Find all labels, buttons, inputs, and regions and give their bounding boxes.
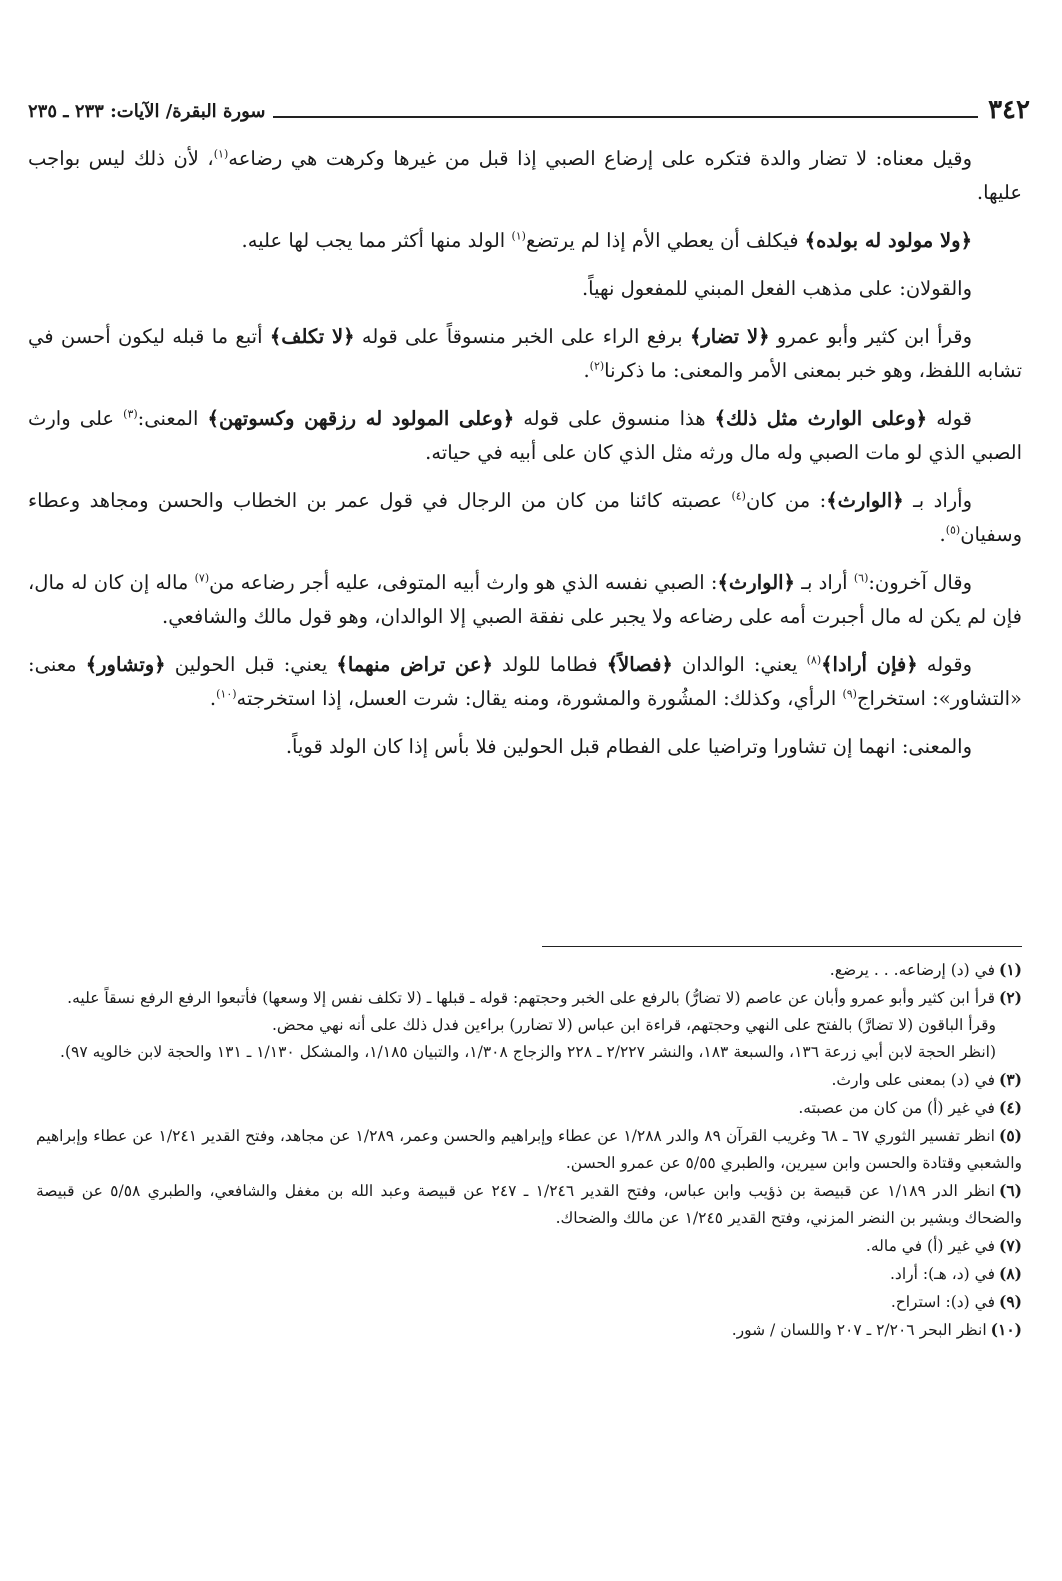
running-head: سورة البقرة/ الآيات: ٢٣٣ ـ ٢٣٥ (28, 101, 266, 122)
paragraph: وقوله ﴿فإن أرادا﴾$^{(٨)}$ يعني: الوالدان ﴿فصالاً﴾ فطاما للولد ﴿عن تراض منهما﴾ يعني: قبل الحولين ﴿وتشاور﴾ معنى: «التشاور»: استخراج$^{(٩)}$ الرأي، وكذلك: المشُورة والمشورة، ومنه يقال: شرت العسل، إذا استخرجته$^{(١٠)}$. (28, 653, 1022, 710)
paragraph: والقولان: على مذهب الفعل المبني للمفعول نهياً. (581, 277, 972, 300)
quran-quote: ﴿ولا مولود له بولده﴾ (804, 229, 972, 252)
footnote: وقرأ الباقون (لا تضارَّ) بالفتح على النهي وحجتهم، قراءة ابن عباس (لا تضارر) براءين فدل ذلك على أنه نهي محض. (271, 1016, 996, 1034)
header-rule (273, 116, 978, 118)
page-header (28, 93, 1030, 125)
paragraph: وأراد بـ ﴿الوارث﴾: من كان$^{(٤)}$ عصبته كائنا من كان من الرجال في قول عمر بن الخطاب والحسن ومجاهد وعطاء وسفيان$^{(٥)}$. (28, 489, 1022, 546)
quran-quote: ﴿وتشاور﴾ (85, 653, 166, 676)
footnote-rule (542, 946, 1022, 947)
main-text (28, 142, 1022, 778)
paragraph: قوله ﴿وعلى الوارث مثل ذلك﴾ هذا منسوق على قوله ﴿وعلى المولود له رزقهن وكسوتهن﴾ المعنى:$^{(٣)}$ على وارث الصبي الذي لو مات الصبي وله مال ورثه مثل الذي كان على أبيه في حياته. (28, 407, 1022, 464)
paragraph: وقيل معناه: لا تضار والدة فتكره على إرضاع الصبي إذا قبل من غيرها وكرهت هي رضاعه$^{(١)}$، لأن ذلك ليس بواجب عليها. (28, 147, 1022, 204)
footnote: (١)في (د) إرضاعه. . . يرضع. (829, 960, 1022, 979)
footnote: (٩)في (د): استراح. (890, 1292, 1022, 1311)
footnote: (٨)في (د، هـ): أراد. (890, 1264, 1022, 1283)
paragraph: ﴿ولا مولود له بولده﴾ فيكلف أن يعطي الأم إذا لم يرتضع$^{(١)}$ الولد منها أكثر مما يجب لها عليه. (241, 229, 972, 252)
footnotes (36, 956, 1022, 1344)
footnote: (انظر الحجة لابن أبي زرعة ١٣٦، والسبعة ١٨٣، والنشر ٢/٢٢٧ ـ ٢٢٨ والزجاج ١/٣٠٨، والتبيان ١/١٨٥، والمشكل ١/١٣٠ ـ ١٣١ والحجة لابن خالويه ٩٧). (60, 1043, 996, 1061)
paragraph: وقرأ ابن كثير وأبو عمرو ﴿لا تضار﴾ برفع الراء على الخبر منسوقاً على قوله ﴿لا تكلف﴾ أتبع ما قبله ليكون أحسن في تشابه اللفظ، وهو خبر بمعنى الأمر والمعنى: ما ذكرنا$^{(٢)}$. (28, 325, 1022, 382)
page-number: ٣٤٢ (988, 95, 1030, 125)
quran-quote: ﴿لا تضار﴾ (689, 325, 770, 348)
footnote: (٤)في غير (أ) من كان من عصبته. (798, 1098, 1022, 1117)
footnote: (٧)في غير (أ) في ماله. (865, 1236, 1022, 1255)
quran-quote: ﴿لا تكلف﴾ (269, 325, 355, 348)
paragraph: والمعنى: انهما إن تشاورا وتراضيا على الفطام قبل الحولين فلا بأس إذا كان الولد قوياً. (285, 735, 972, 758)
footnote: (٦)انظر الدر ١/١٨٩ عن قبيصة بن ذؤيب وابن عباس، وفتح القدير ١/٢٤٦ ـ ٢٤٧ عن قبيصة وعبد الله بن مغفل والشافعي، والطبري ٥/٥٨ عن قبيصة والضحاك وبشير بن النضر المزني، وفتح القدير ١/٢٤٥ عن مالك والضحاك. (36, 1181, 1022, 1227)
quran-quote: ﴿الوارث﴾ (826, 489, 904, 512)
quran-quote: ﴿وعلى الوارث مثل ذلك﴾ (714, 407, 928, 430)
quran-quote: ﴿وعلى المولود له رزقهن وكسوتهن﴾ (207, 407, 515, 430)
quran-quote: ﴿فصالاً﴾ (606, 653, 673, 676)
footnote: (٢)قرأ ابن كثير وأبو عمرو وأبان عن عاصم (لا تضارُّ) بالرفع على الخبر وحجتهم: قوله ـ قبلها ـ (لا تكلف نفس إلا وسعها) فأتبعوا الرفع الرفع نسقاً عليه. (67, 988, 1022, 1007)
footnote: (٣)في (د) بمعنى على وارث. (831, 1070, 1022, 1089)
quran-quote: ﴿فإن أرادا﴾ (821, 653, 918, 676)
footnote: (٥)انظر تفسير الثوري ٦٧ ـ ٦٨ وغريب القرآن ٨٩ والدر ١/٢٨٨ عن عطاء وإبراهيم والحسن وعمر، ١/٢٨٩ عن مجاهد، وفتح القدير ١/٢٤١ عن عطاء وإبراهيم والشعبي وقتادة والحسن وابن سيرين، والطبري ٥/٥٥ عن عمرو الحسن. (36, 1126, 1022, 1172)
footnote: (١٠)انظر البحر ٢/٢٠٦ ـ ٢٠٧ واللسان / شور. (731, 1320, 1022, 1339)
quran-quote: ﴿عن تراض منهما﴾ (336, 653, 493, 676)
paragraph: وقال آخرون:$^{(٦)}$ أراد بـ ﴿الوارث﴾: الصبي نفسه الذي هو وارث أبيه المتوفى، عليه أجر رضاعه من$^{(٧)}$ ماله إن كان له مال، فإن لم يكن له مال أجبرت أمه على رضاعه ولا يجبر على نفقة الصبي إلا الوالدان، وهو قول مالك والشافعي. (28, 571, 1022, 628)
quran-quote: ﴿الوارث﴾ (717, 571, 795, 594)
